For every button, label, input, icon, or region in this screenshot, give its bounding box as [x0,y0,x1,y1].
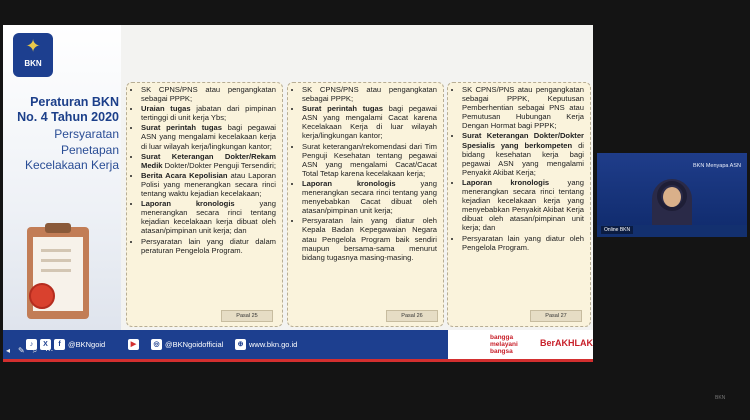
pasal-label: Pasal 27 [530,310,582,322]
tiktok-icon: ♪ [26,339,37,350]
bkn-logo [13,33,53,77]
prev-icon[interactable]: ◂ [6,346,11,355]
instagram-icon: ◎ [151,339,162,350]
requirements-column-pasal-25 [126,82,283,327]
requirement-item: • Surat Keterangan Dokter/Rekam Medik Dokter/Dokter Penguji Tersendiri; [141,152,276,170]
bangga-melayani-bangsa-logo: bangga melayani bangsa [490,334,518,355]
requirements-column-pasal-27 [447,82,591,327]
x-icon: X [40,339,51,350]
handle-bkngoid: @BKNgoid [68,340,106,349]
speaker-name-tag: Online BKN [601,226,633,234]
facebook-icon: f [54,339,65,350]
requirement-item: • SK CPNS/PNS atau pengangkatan sebagai PPPK; [302,85,437,103]
website-url: www.bkn.go.id [249,340,298,349]
more-icon[interactable]: ⋯ [45,346,54,355]
requirement-item: • SK CPNS/PNS atau pengangkatan sebagai PPPK; [141,85,276,103]
requirement-item: • Surat keterangan/rekomendasi dari Tim Penguji Kesehatan tentang pegawai ASN yang mengalami Cacat/Cacat Total Tetap karena kecelakaan kerja; [302,142,437,178]
logo-text: BKN [24,59,42,68]
requirement-item: • Berita Acara Kepolisian atau Laporan Polisi yang menerangkan secara rinci tentang waktu kejadian kecelakaan; [141,171,276,198]
requirement-item: • Persyaratan lain yang diatur oleh Kepala Badan Kepegawaian Negara atau Pengelola Program baik sendiri maupun bersama-sama menurut bidang tugasnya masing-masing. [302,216,437,261]
watermark: BKN [715,395,726,401]
requirement-item: • Laporan kronologis yang menerangkan secara rinci tentang kejadian kecelakaan kerja dibuat oleh atasan/pimpinan unit kerja; dan [141,199,276,235]
requirement-item: • Laporan kronologis yang menerangkan secara rinci tentang yang menyebabkan Cacat dibuat oleh atasan/pimpinan unit kerja; [302,179,437,215]
pasal-label: Pasal 26 [386,310,438,322]
speaker-video [597,153,747,237]
presentation-slide [3,25,593,362]
social-bar [3,330,448,362]
requirement-item: • Uraian tugas jabatan dari pimpinan tertinggi di unit kerja Ybs; [141,104,276,122]
zoom-icon[interactable]: ⌕ [32,346,38,355]
slide-left-panel [3,25,121,330]
requirement-item: • SK CPNS/PNS atau pengangkatan sebagai PPPK, Keputusan Pemberhentian sebagai PNS atau Pemutusan Hubungan Kerja Dengan Hormat bagi PPPK; [462,85,584,130]
requirement-item: • Persyaratan lain yang diatur dalam peraturan Pengelola Program. [141,237,276,255]
slide-footer [3,330,593,362]
handle-bkngoidofficial: @BKNgoidofficial [165,340,224,349]
requirement-item: • Persyaratan lain yang diatur oleh Pengelola Program. [462,234,584,252]
player-controls [6,346,53,356]
pen-icon[interactable]: ✎ [18,346,25,355]
seal-icon [29,283,55,309]
requirement-item: • Surat perintah tugas bagi pegawai ASN yang mengalami Cacat karena Kecelakaan Kerja di luar wilayah kerja/lingkungan kantor; [302,104,437,140]
requirement-item: • Surat perintah tugas bagi pegawai ASN yang mengalami kecelakaan kerja di luar wilayah kerja/lingkungan kantor; [141,123,276,150]
youtube-icon: ▶ [128,339,139,350]
globe-icon: ⊕ [235,339,246,350]
requirements-column-pasal-26 [287,82,444,327]
garuda-icon: ✦ [25,36,41,56]
pasal-label: Pasal 25 [221,310,273,322]
video-title: BKN Menyapa ASN [693,163,741,169]
requirement-item: • Surat Keterangan Dokter/Dokter Spesialis yang berkompeten di bidang kesehatan kerja bagi pegawai ASN yang mengalami Penyakit Akibat Kerja; [462,131,584,176]
requirement-item: • Laporan kronologis yang menerangkan secara rinci tentang kejadian kecelakaan kerja yang menyebabkan Penyakit Akibat Kerja dibuat oleh atasan/pimpinan unit kerja; dan [462,178,584,233]
regulation-title: Peraturan BKN No. 4 Tahun 2020 [17,95,119,124]
berakhlak-logo: BerAKHLAK [540,338,593,348]
regulation-subtitle: Persyaratan Penetapan Kecelakaan Kerja [24,127,119,172]
